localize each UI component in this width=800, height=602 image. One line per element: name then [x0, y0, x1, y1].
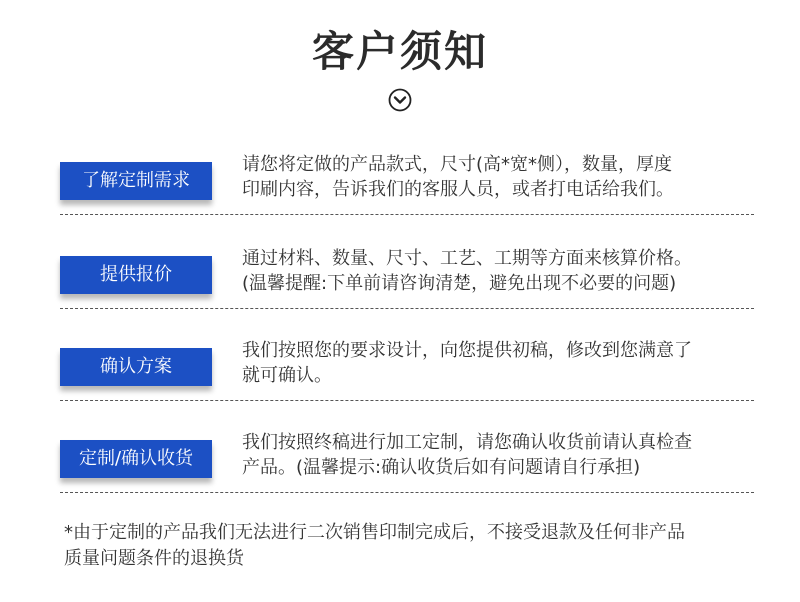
description-line: 产品。(温馨提示:确认收货后如有问题请自行承担) [242, 457, 641, 478]
step-description [242, 338, 754, 388]
section-confirm-plan [60, 338, 754, 398]
description-line: 我们按照您的要求设计，向您提供初稿，修改到您满意了 [242, 340, 692, 361]
step-tag: 提供报价 [60, 256, 212, 294]
footnote-line: *由于定制的产品我们无法进行二次销售印制完成后，不接受退款及任何非产品 [64, 522, 685, 543]
dashed-divider [60, 214, 754, 215]
dashed-divider [60, 308, 754, 309]
footnote [64, 520, 756, 572]
step-tag: 确认方案 [60, 348, 212, 386]
step-tag: 了解定制需求 [60, 162, 212, 200]
section-quotation [60, 246, 754, 306]
description-line: (温馨提醒:下单前请咨询清楚，避免出现不必要的问题) [242, 273, 677, 294]
chevron-down-circle-icon [388, 88, 412, 112]
section-understand-needs [60, 152, 754, 212]
step-description [242, 246, 754, 296]
description-line: 我们按照终稿进行加工定制，请您确认收货前请认真检查 [242, 432, 692, 453]
description-line: 印刷内容，告诉我们的客服人员，或者打电话给我们。 [242, 179, 674, 200]
description-line: 通过材料、数量、尺寸、工艺、工期等方面来核算价格。 [242, 248, 692, 269]
dashed-divider [60, 492, 754, 493]
step-description [242, 430, 754, 480]
description-line: 请您将定做的产品款式，尺寸(高*宽*侧），数量，厚度 [242, 154, 673, 175]
footnote-line: 质量问题条件的退换货 [64, 548, 244, 569]
step-description [242, 152, 754, 202]
dashed-divider [60, 400, 754, 401]
description-line: 就可确认。 [242, 365, 332, 386]
step-tag: 定制/确认收货 [60, 440, 212, 478]
page-title: 客户须知 [311, 27, 488, 76]
section-customize-receive [60, 430, 754, 490]
